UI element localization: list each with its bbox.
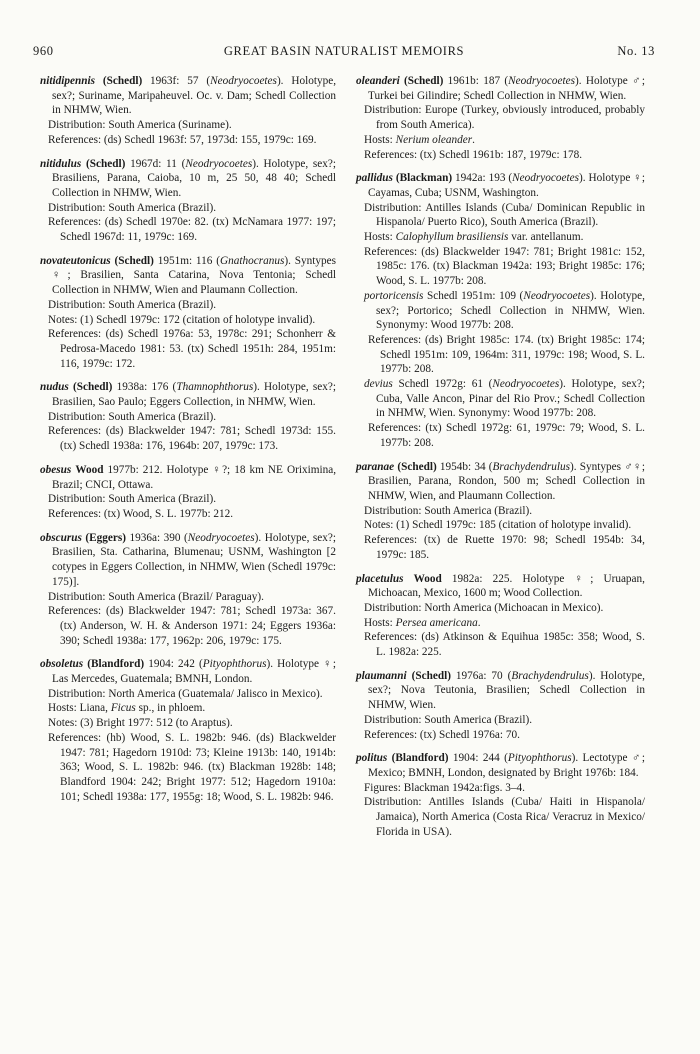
species-citation: 1938a: 176 (: [112, 381, 177, 394]
original-genus: Neodryocoetes: [512, 172, 579, 185]
species-entry: [40, 380, 336, 454]
original-genus: Pityophthorus: [202, 658, 267, 671]
distribution-line: Distribution: South America (Brazil).: [364, 713, 533, 726]
references-line: References: (ds) Blackwelder 1947: 781; Bright 1981c: 152, 1985c: 176. (tx) Blackman 1942a: 193; Bright 1985c: 176; Wood, S. L. 1977b: 208.: [364, 245, 645, 288]
references-line: References: (ds) Atkinson & Equihua 1985c: 358; Wood, S. L. 1982a: 225.: [364, 631, 645, 659]
original-genus: Gnathocranus: [219, 254, 285, 267]
entry-heading: [40, 657, 337, 686]
original-genus: Neodryocoetes: [185, 157, 253, 170]
original-genus: Thamnophthorus: [176, 381, 254, 394]
entry-heading: [356, 669, 645, 713]
distribution-line: Distribution: South America (Suriname).: [48, 119, 232, 132]
citation-end: ).: [588, 669, 596, 682]
species-name: politus: [356, 752, 388, 765]
species-author: (Schedl): [102, 75, 143, 87]
type-info: Holotype ♀; Cayamas, Cuba; USNM, Washington.: [368, 172, 645, 199]
citation-end: ).: [266, 658, 274, 671]
species-citation: 1904: 244 (: [448, 752, 508, 765]
species-author: (Schedl): [397, 460, 437, 473]
original-genus: Neodryocoetes: [508, 75, 575, 87]
synonym-type-info: ). Holotype, sex?; Portorico; Schedl Collection in NHMW, Wien. Synonymy: Wood 1977b: 208.: [376, 289, 645, 332]
entry-heading: [40, 254, 336, 298]
synonym-name: devius: [364, 378, 393, 391]
species-citation: 1954b: 34 (: [436, 460, 493, 473]
species-citation: 1976a: 70 (: [450, 669, 512, 682]
original-genus: Neodryocoetes: [187, 531, 255, 544]
entry-heading: [356, 460, 646, 504]
species-entry: [40, 531, 336, 649]
references-line: References: (tx) de Ruette 1970: 98; Schedl 1954b: 34, 1979c: 185.: [364, 534, 645, 561]
host-taxon: Nerium oleander: [395, 133, 473, 146]
distribution-line: Distribution: Europe (Turkey, obviously introduced, probably from South America).: [364, 104, 645, 132]
original-genus: Pityophthorus: [507, 752, 572, 765]
references-line: References: (ds) Schedl 1970e: 82. (tx) McNamara 1977: 197; Schedl 1967d: 11, 1979c: 169.: [48, 216, 336, 244]
species-citation: 1961b: 187 (: [443, 75, 509, 87]
species-name: nudus: [40, 381, 69, 394]
type-info: Syntypes ♂♀; Brasilien, Parana, Rondon, 500 m; Schedl Collection in NHMW, Wien, and Plaumann Collection.: [368, 460, 646, 502]
species-entry: [40, 74, 336, 148]
species-author: Wood: [75, 463, 104, 476]
distribution-line: Distribution: South America (Brazil).: [364, 504, 533, 517]
distribution-line: Distribution: North America (Guatemala/ Jalisco in Mexico).: [48, 687, 323, 700]
original-genus: Neodryocoetes: [210, 75, 277, 87]
species-name: oleanderi: [356, 75, 400, 87]
journal-title: GREAT BASIN NATURALIST MEMOIRS: [223, 44, 465, 58]
synonym-citation: Schedl 1951m: 109 (: [423, 289, 524, 302]
original-genus: Brachydendrulus: [511, 669, 589, 682]
references-line: References: (ds) Schedl 1976a: 53, 1978c: 291; Schonherr & Pedrosa-Macedo 1981: 53. (tx) Schedl 1951h: 284, 1951m: 116, 1979c: 172.: [48, 328, 336, 370]
species-author: (Eggers): [85, 531, 127, 544]
left-column: [40, 74, 336, 813]
citation-end: ).: [276, 75, 284, 87]
species-citation: 1936a: 390 (: [126, 531, 188, 544]
citation-end: ).: [254, 531, 262, 544]
species-author: (Schedl): [86, 157, 126, 170]
references-line: References: (hb) Wood, S. L. 1982b: 946. (ds) Blackwelder 1947: 781; Hagedorn 1910d: 73; Kleine 1913b: 140, 1914b: 363; Wood, S. L. 1982b: 946. (tx) Blackman 1928b: 148; Blandford 1904: 242; Bright 1977: 512; Hagedorn 1910a: 101; Schedl 1938a: 177, 1955g: 18; Wood, S. L. 1982b: 946.: [48, 731, 336, 803]
type-info: Holotype, sex?; Brasiliens, Parana, Caioba, 10 m, 25 50, 48 40; Schedl Collection in NHMW, Wien.: [52, 157, 337, 199]
species-author: (Schedl): [114, 254, 154, 267]
species-entry: [356, 751, 645, 839]
host-taxon: Calophyllum brasiliensis: [395, 231, 509, 244]
entry-heading: [356, 171, 645, 200]
species-entry: [40, 657, 336, 804]
type-info: Holotype, sex?; Suriname, Maripaheuvel. Oc. v. Dam; Schedl Collection in NHMW, Wien.: [52, 75, 337, 117]
synonym-citation: Schedl 1972g: 61 (: [392, 378, 493, 391]
notes-line: Notes: (3) Bright 1977: 512 (to Araptus).: [48, 717, 233, 730]
distribution-line: Distribution: North America (Michoacan in Mexico).: [364, 601, 604, 614]
entry-heading: [40, 463, 337, 492]
species-entry: [356, 460, 645, 563]
issue-number: No. 13: [617, 44, 655, 58]
species-citation: 1904: 242 (: [144, 658, 203, 671]
species-citation: 1967d: 11 (: [125, 157, 186, 170]
species-name: nitidulus: [40, 157, 82, 170]
running-header: [33, 44, 655, 64]
species-citation: 1951m: 116 (: [153, 254, 220, 267]
synonym-references: References: (tx) Schedl 1972g: 61, 1979c: 79; Wood, S. L. 1977b: 208.: [368, 422, 645, 449]
species-author: Wood: [413, 572, 442, 585]
type-info: Syntypes ♀; Brasilien, Santa Catarina, Nova Tentonia; Schedl Collection in NHMW, Wien and Plaumann Collection.: [52, 254, 336, 297]
species-entry: [356, 669, 645, 743]
species-entry: [40, 157, 336, 245]
species-entry: [356, 171, 645, 450]
hosts-rest: .: [472, 133, 475, 146]
species-entry: [356, 74, 645, 162]
entry-heading: [40, 157, 337, 201]
references-line: References: (tx) Schedl 1976a: 70.: [364, 728, 520, 741]
citation-end: ).: [574, 75, 582, 87]
distribution-line: Distribution: Antilles Islands (Cuba/ Dominican Republic in Hispanola/ Puerto Rico), South America (Brazil).: [364, 201, 645, 229]
distribution-line: Distribution: South America (Brazil).: [48, 298, 217, 311]
type-info: Holotype, sex?; Brasilien, Sta. Catharina, Blumenau; USNM, Washington [2 cotypes in Eggers Collection, in NHMW, Wien (Schedl 1979c: 175)].: [52, 531, 336, 588]
type-info: Holotype ♂; Turkei bei Gilindire; Schedl Collection in NHMW, Wien.: [368, 75, 646, 102]
citation-end: ).: [253, 381, 260, 394]
species-citation: 1982a: 225. Holotype ♀; Uruapan, Michoacan, Mexico, 1600 m; Wood Collection.: [368, 572, 645, 600]
species-name: novateutonicus: [40, 254, 111, 267]
species-entry: [40, 463, 336, 522]
hosts-label: Hosts:: [364, 133, 396, 146]
synonym-entry: [364, 289, 645, 333]
distribution-line: Distribution: South America (Brazil).: [48, 410, 217, 423]
hosts-rest: .: [477, 616, 481, 629]
references-line: References: (tx) Wood, S. L. 1977b: 212.: [48, 507, 234, 520]
citation-end: ).: [570, 460, 577, 473]
species-name: obscurus: [40, 531, 82, 544]
synonym-entry: [364, 377, 645, 421]
type-info: Holotype, sex?; Nova Teutonia, Brasilien; Schedl Collection in NHMW, Wien.: [368, 669, 645, 712]
synonym-genus: Neodryocoetes: [523, 289, 591, 302]
citation-end: ).: [284, 254, 291, 267]
species-name: paranae: [356, 460, 395, 473]
hosts-line: [48, 701, 336, 716]
species-name: obsoletus: [40, 658, 84, 671]
species-author: (Schedl): [411, 669, 451, 682]
page-number: 960: [33, 44, 54, 58]
right-column: [356, 74, 645, 848]
references-line: References: (tx) Schedl 1961b: 187, 1979c: 178.: [364, 148, 583, 161]
references-line: References: (ds) Schedl 1963f: 57, 1973d: 155, 1979c: 169.: [48, 133, 317, 146]
species-name: nitidipennis: [40, 75, 96, 87]
entry-heading: [356, 751, 646, 780]
entry-heading: [356, 572, 645, 601]
species-entry: [356, 572, 645, 660]
synonym-name: portoricensis: [364, 289, 424, 302]
species-author: (Blackman): [395, 172, 453, 185]
entry-heading: [40, 380, 337, 409]
species-citation: 1963f: 57 (: [142, 75, 211, 87]
species-author: (Schedl): [404, 75, 444, 87]
citation-end: ).: [252, 157, 259, 170]
notes-line: Notes: (1) Schedl 1979c: 172 (citation of holotype invalid).: [48, 313, 316, 326]
hosts-rest: sp., in phloem.: [135, 702, 206, 715]
references-line: References: (ds) Blackwelder 1947: 781; Schedl 1973d: 155. (tx) Schedl 1938a: 176, 1964b: 207, 1979c: 173.: [48, 425, 336, 453]
host-taxon: Ficus: [110, 702, 136, 715]
species-name: placetulus: [356, 572, 404, 585]
distribution-line: Distribution: South America (Brazil).: [48, 493, 217, 506]
species-citation: 1942a: 193 (: [452, 172, 513, 185]
hosts-label: Hosts:: [364, 616, 396, 629]
synonym-references: References: (ds) Bright 1985c: 174. (tx) Bright 1985c: 174; Schedl 1951m: 109, 1964m: 311, 1979c: 198; Wood, S. L. 1977b: 208.: [368, 333, 645, 376]
synonym-type-info: ). Holotype, sex?; Cuba, Valle Ancon, Pinar del Rio Prov.; Schedl Collection in NHMW, Wien. Synonymy: Wood 1977b: 208.: [376, 378, 645, 420]
species-name: pallidus: [356, 172, 393, 185]
synonym-genus: Neodryocoetes: [492, 378, 560, 391]
host-taxon: Persea americana: [395, 616, 478, 629]
distribution-line: Distribution: Antilles Islands (Cuba/ Haiti in Hispanola/ Jamaica), North America (Costa Rica/ Veracruz in Mexico/ Florida in USA).: [364, 796, 645, 838]
species-author: (Blandford): [391, 752, 449, 765]
entry-heading: [356, 74, 646, 103]
hosts-label: Hosts:: [364, 231, 396, 244]
figures-line: Figures: Blackman 1942a:figs. 3–4.: [364, 781, 525, 794]
species-author: (Schedl): [73, 381, 113, 394]
references-line: References: (ds) Blackwelder 1947: 781; Schedl 1973a: 367. (tx) Anderson, W. H. & Anderson 1971: 24; Eggers 1936a: 390; Schedl 1938a: 177, 1962p: 206, 1979c: 175.: [48, 605, 336, 647]
species-name: plaumanni: [356, 669, 407, 682]
type-info: Holotype, sex?; Brasilien, Sao Paulo; Eggers Collection, in NHMW, Wien.: [52, 381, 337, 409]
hosts-label: Hosts: Liana,: [48, 702, 111, 715]
distribution-line: Distribution: South America (Brazil).: [48, 201, 217, 214]
entry-heading: [40, 74, 337, 118]
distribution-line: Distribution: South America (Brazil/ Paraguay).: [48, 590, 264, 603]
hosts-line: [364, 616, 645, 631]
citation-end: ).: [571, 752, 579, 765]
notes-line: Notes: (1) Schedl 1979c: 185 (citation of holotype invalid).: [364, 519, 632, 532]
hosts-line: [364, 230, 645, 245]
species-author: (Blandford): [87, 658, 145, 671]
species-citation: 1977b: 212. Holotype ♀?; 18 km NE Oriximina, Brazil; CNCI, Ottawa.: [52, 463, 337, 491]
entry-heading: [40, 531, 336, 590]
type-info: Holotype ♀; Las Mercedes, Guatemala; BMNH, London.: [52, 658, 337, 686]
original-genus: Brachydendrulus: [492, 460, 571, 473]
type-info: Lectotype ♂; Mexico; BMNH, London, designated by Bright 1976b: 184.: [368, 752, 646, 779]
species-entry: [40, 254, 336, 372]
hosts-rest: var. antellanum.: [508, 231, 584, 244]
species-name: obesus: [40, 463, 72, 476]
hosts-line: [364, 133, 645, 148]
citation-end: ).: [579, 172, 586, 185]
